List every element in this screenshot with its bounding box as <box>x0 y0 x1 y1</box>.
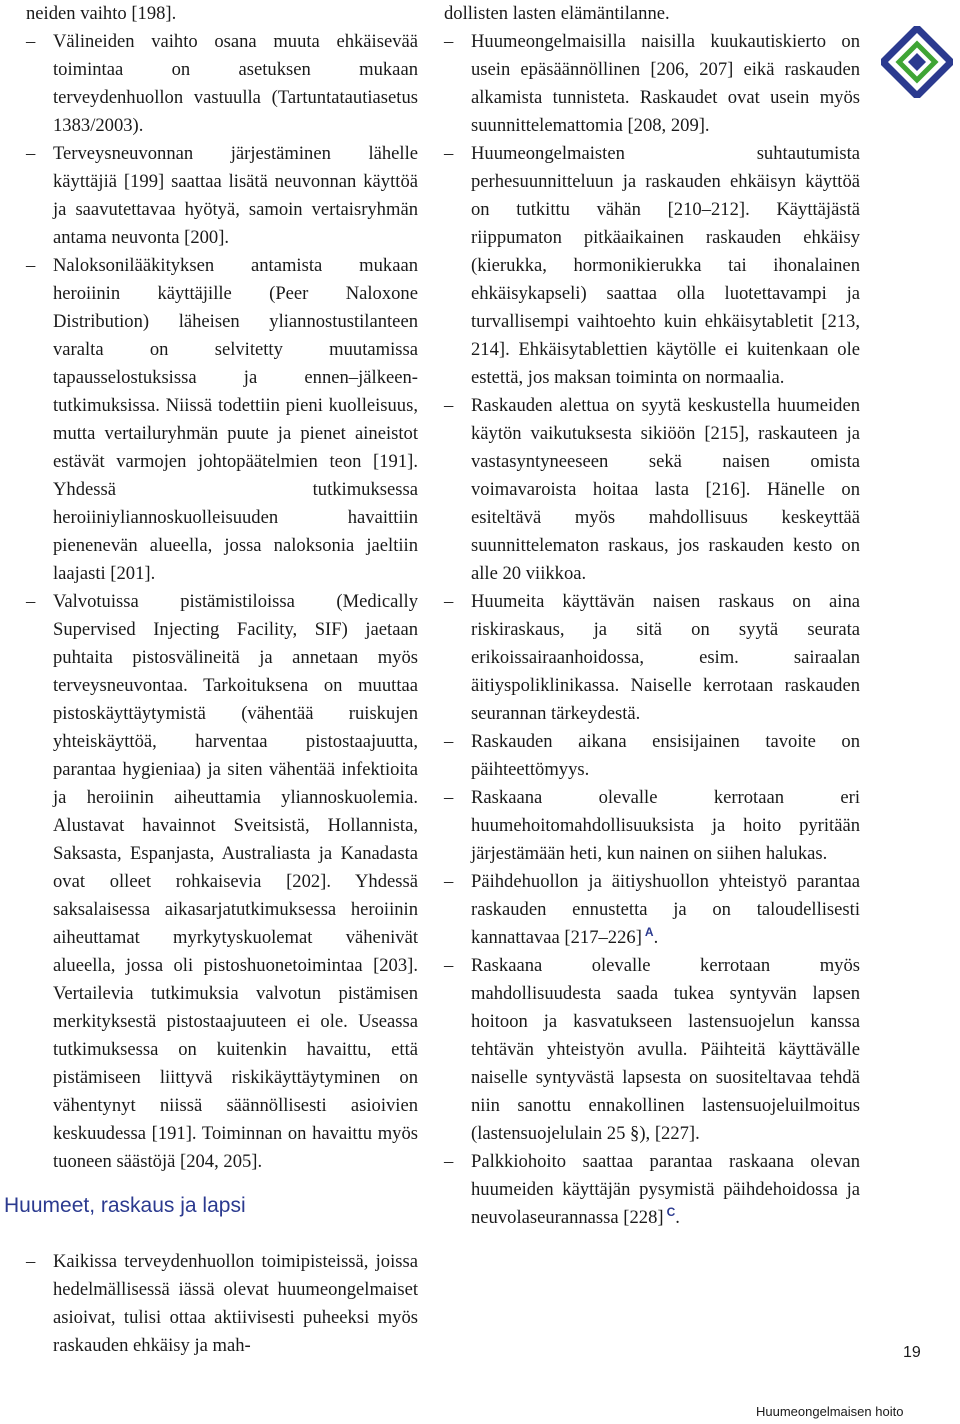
list-item <box>444 392 860 588</box>
list-item: – Terveysneuvonnan järjestäminen lähelle käyttäjiä [199] saattaa lisätä neuvonnan käyttöä ja saavutettavaa hyötyä, samoin vertaisryhmän antama neuvonta [200]. <box>26 140 418 252</box>
list-item-tail: . <box>675 1207 680 1228</box>
list-item: – Kaikissa terveydenhuollon toimipisteissä, joissa hedelmällisessä iässä olevat huumeongelmaiset asioivat, tulisi ottaa aktiivisesti puheeksi myös raskauden ehkäisy ja mah- <box>26 1248 418 1360</box>
right-column <box>444 0 860 1232</box>
publisher-logo-icon <box>881 26 953 98</box>
left-bullet-list <box>26 28 418 1176</box>
list-item-text: Huumeita käyttävän naisen raskaus on aina riskiraskaus, ja sitä on syytä seurata erikoissairaanhoidossa, esim. sairaalan äitiyspoliklinikassa. Naiselle kerrotaan raskauden seurannan tärkeydestä. <box>471 591 860 724</box>
footer-title: Huumeongelmaisen hoito <box>756 1404 904 1419</box>
list-item <box>444 784 860 868</box>
list-item: – Valvotuissa pistämistiloissa (Medically Supervised Injecting Facility, SIF) jaetaan puhtaita pistosvälineitä ja annetaan myös terveysneuvontaa. Tarkoituksena on muuttaa pistoskäyttäytymistä (vähentää ruiskujen yhteiskäyttöä, harventaa pistostaajuutta, parantaa hygieniaa) ja siten vähentää infektioita ja heroiinin aiheuttamia yliannoskuolemia. Alustavat havainnot Sveitsistä, Hollannista, Saksasta, Espanjasta, Australiasta ja Kanadasta ovat olleet rohkaisevia [202]. Yhdessä saksalaisessa aikasarjatutkimuksessa heroiinin aiheuttamat myrkytyskuolemat vähenivät alueella, jossa oli pistoshuonetoimintaa [203]. Vertailevia tutkimuksia valvotun pistämisen merkityksestä pistostaajuuteen ei ole. Useassa tutkimuksessa on kuitenkin havaittu, että pistämiseen liittyvä riskikäyttäytyminen on vähentynyt niissä säännöllisesti asioivien keskuudessa [191]. Toiminnan on havaittu myös tuoneen säästöjä [204, 205]. <box>26 588 418 1176</box>
evidence-grade-badge: C <box>666 1204 676 1219</box>
left-continuation: neiden vaihto [198]. <box>26 3 177 24</box>
list-item <box>444 868 860 952</box>
section-heading: Huumeet, raskaus ja lapsi <box>4 1194 246 1217</box>
right-continuation: dollisten lasten elämäntilanne. <box>444 3 670 24</box>
list-item <box>444 28 860 140</box>
list-item <box>444 588 860 728</box>
list-item-text: Raskaana olevalle kerrotaan myös mahdollisuudesta saada tukea syntyvän lapsen hoitoon ja kasvatukseen lastensuojelun kanssa tehtävän yhteistyön avulla. Päihteitä käyttävälle naiselle syntyvästä lapsesta on suositeltavaa tehdä niin sanottu ennakollinen lastensuojeluilmoitus (lastensuojelulain 25 §), [227]. <box>471 955 860 1144</box>
list-item <box>444 728 860 784</box>
list-item-tail: . <box>653 927 659 948</box>
list-item <box>444 952 860 1148</box>
evidence-grade-badge: A <box>644 924 654 939</box>
page-number: 19 <box>903 1344 921 1361</box>
section-bullet-list <box>26 1248 418 1360</box>
list-item-text: Raskaana olevalle kerrotaan eri huumehoitomahdollisuuksista ja hoito pyritään järjestämään heti, kun nainen on siihen halukas. <box>471 787 860 864</box>
list-item-text: Raskauden alettua on syytä keskustella huumeiden käytön vaikutuksesta sikiöön [215], raskauteen ja vastasyntyneeseen sekä naisen omista voimavaroista hoitaa lasta [216]. Hänelle on esiteltävä myös mahdollisuus keskeyttää suunnittelematon raskaus, jos raskauden kesto on alle 20 viikkoa. <box>471 395 860 584</box>
list-item <box>444 140 860 392</box>
list-item: – Välineiden vaihto osana muuta ehkäisevää toimintaa on asetuksen mukaan terveydenhuollon vastuulla (Tartuntatautiasetus 1383/2003). <box>26 28 418 140</box>
list-item-text: Huumeongelmaisten suhtautumista perhesuunnitteluun ja raskauden ehkäisyn käyttöä on tutkittu vähän [210–212]. Käyttäjästä riippumaton pitkäaikainen raskauden ehkäisy (kierukka, hormonikierukka tai ihonalainen ehkäisykapseli) saattaa olla luotettavampi ja turvallisempi vaihtoehto kuin ehkäisytabletit [213, 214]. Ehkäisytablettien käytölle ei kuitenkaan ole estettä, jos maksan toiminta on normaalia. <box>471 143 860 388</box>
list-item <box>444 1148 860 1232</box>
left-column <box>4 0 418 1360</box>
list-item-text: Raskauden aikana ensisijainen tavoite on päihteettömyys. <box>471 731 860 780</box>
list-item: – Naloksonilääkityksen antamista mukaan heroiinin käyttäjille (Peer Naloxone Distribution) läheisen yliannostustilanteen varalta on selvitetty muutamissa tapausselostuksissa ja ennen–jälkeen-tutkimuksissa. Niissä todettiin pieni kuolleisuus, mutta vertailuryhmän puute ja pienet aineistot estävät varmojen johtopäätelmien teon [191]. Yhdessä tutkimuksessa heroiiniyliannoskuolleisuuden havaittiin pienenevän alueella, jossa naloksonia jaeltiin laajasti [201]. <box>26 252 418 588</box>
list-item-text: Huumeongelmaisilla naisilla kuukautiskierto on usein epäsäännöllinen [206, 207] eikä raskauden alkamista tunnisteta. Raskaudet ovat usein myös suunnittelemattomia [208, 209]. <box>471 31 860 136</box>
list-item-text: Päihdehuollon ja äitiyshuollon yhteistyö parantaa raskauden ennustetta ja on taloudellisesti kannattavaa [217–226] <box>471 871 860 948</box>
list-item-text: Palkkiohoito saattaa parantaa raskaana olevan huumeiden käyttäjän pysymistä päihdehoidossa ja neuvolaseurannassa [228] <box>471 1151 860 1228</box>
right-bullet-list <box>444 28 860 1232</box>
